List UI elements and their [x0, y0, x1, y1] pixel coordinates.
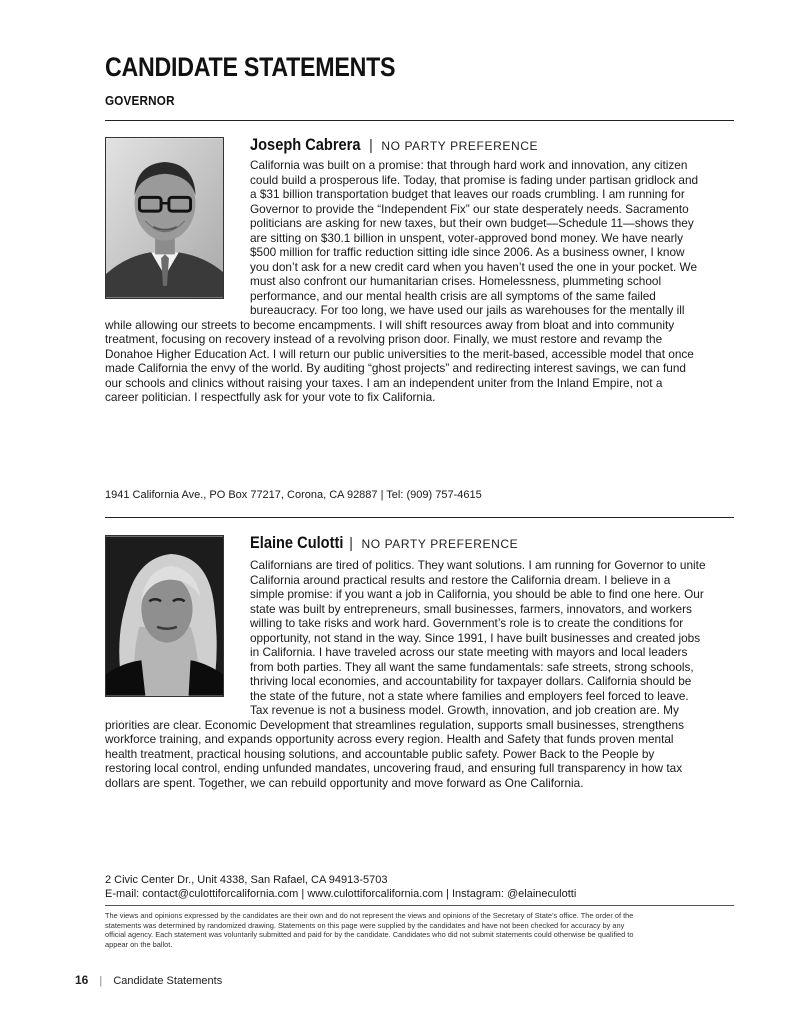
statement-line: from both parties. They all want the same fundamentals: safe streets, strong schools, — [250, 659, 694, 674]
disclaimer-line: The views and opinions expressed by the candidates are their own and do not represent the views and opinions of the Secretary of State’s office. The order of the — [105, 911, 634, 920]
statement-line: California around practical results and restore the California dream. I believe in a — [250, 572, 671, 587]
statement-line: Californians are tired of politics. They want solutions. I am running for Governor to unite — [250, 558, 706, 572]
portrait-woman-blonde-icon — [106, 536, 223, 696]
statement-line: Donahoe Higher Education Act. I will return our public universities to the merit-based, accessible model that once — [105, 346, 694, 361]
statement-line: the state of the future, not a state where families and employers feel forced to leave. — [250, 688, 689, 703]
candidate-divider — [105, 517, 734, 518]
statement-line: while allowing our streets to become encampments. I will shift resources away from bloat and into community — [105, 317, 675, 332]
statement-line: treatment, focusing on recovery instead of a revolving prison door. Finally, we must restore and revamp the — [105, 332, 663, 346]
contact-line: 2 Civic Center Dr., Unit 4338, San Rafael, CA 94913-5703 — [105, 874, 388, 886]
contact-line: 1941 California Ave., PO Box 77217, Corona, CA 92887 | Tel: (909) 757-4615 — [105, 489, 482, 501]
footer-separator: | — [99, 975, 103, 987]
statement-line: must also confront our humanitarian crises. Homelessness, plummeting school — [250, 274, 662, 288]
candidate-name: Joseph Cabrera — [250, 135, 361, 154]
candidate-photo-cabrera — [105, 137, 224, 299]
statement-line: in California. I have traveled across our state meeting with mayors and local leaders — [250, 645, 688, 659]
statement-line: are sitting on $30.1 billion in unspent, voter-approved bond money. We have nearly — [250, 230, 684, 245]
statement-line: state was built by entrepreneurs, small businesses, farmers, innovators, and workers — [250, 601, 692, 616]
contact-line: E-mail: contact@culottiforcalifornia.com | www.culottiforcalifornia.com | Instagram: @elaineculotti — [105, 888, 577, 900]
statement-line: opportunity, not stand in the way. Since 1991, I have built businesses and created jobs — [250, 630, 701, 645]
contact-culotti — [105, 873, 576, 901]
candidate-header-culotti — [250, 533, 518, 553]
statement-line: restoring local control, ending unfunded mandates, uncovering fraud, and ensuring full transparency in how tax — [105, 761, 683, 775]
disclaimer-divider — [105, 905, 734, 906]
disclaimer-line: appear on the ballot. — [105, 939, 173, 949]
statement-line: health treatment, practical housing solutions, and accountable public safety. Power Back to the People by — [105, 746, 655, 761]
page-number: 16 — [75, 973, 89, 987]
statement-line: priorities are clear. Economic Development that streamlines regulation, supports small businesses, strengthens — [105, 717, 684, 732]
statement-line: thriving local economies, and accountability for taxpayer dollars. California should be — [250, 674, 692, 688]
statement-line: made California the envy of the world. By auditing “ghost projects” and redirecting interest savings, we can fund — [105, 361, 686, 375]
page-title: CANDIDATE STATEMENTS — [105, 52, 396, 82]
disclaimer — [105, 911, 735, 949]
page-subtitle: GOVERNOR — [105, 93, 175, 108]
statement-cabrera-narrow — [250, 158, 698, 318]
candidate-photo-culotti — [105, 535, 224, 697]
disclaimer-line: statements was determined by randomized drawing. Statements on this page were supplied by the candidates and have not been checked for accuracy by any — [105, 920, 625, 930]
statement-line: career politician. I respectfully ask for your vote to fix California. — [105, 390, 436, 404]
statement-line: a $31 billion transportation budget that leaves our roads crumbling. I am running for — [250, 187, 685, 201]
statement-line: politicians are asking for new taxes, but their own budget—Schedule 11—shows they — [250, 216, 694, 230]
statement-line: willing to take risks and work hard. Government’s role is to create the conditions for — [250, 616, 684, 630]
statement-cabrera-wide — [105, 318, 694, 405]
statement-line: dollars are spent. Together, we can rebuild opportunity and move forward as One California. — [105, 775, 584, 790]
statement-line: California was built on a promise: that through hard work and innovation, any citizen — [250, 158, 688, 172]
statement-line: you don’t ask for a new credit card when you haven’t used the one in your pocket. We — [250, 259, 698, 274]
statement-line: could build a prosperous life. Today, that promise is fading under partisan gridlock and — [250, 172, 699, 187]
statement-line: bureaucracy. For too long, we have used our jails as warehouses for the mentally ill — [250, 303, 685, 317]
candidate-party: NO PARTY PREFERENCE — [381, 139, 539, 153]
statement-line: performance, and our mental health crisis are all symptoms of the same failed — [250, 288, 656, 303]
header-divider — [105, 120, 734, 121]
candidate-header-cabrera — [250, 135, 538, 155]
statement-culotti-wide — [105, 718, 684, 791]
portrait-man-glasses-icon — [106, 138, 223, 298]
candidate-name: Elaine Culotti — [250, 533, 344, 552]
footer-section: Candidate Statements — [113, 975, 223, 987]
page-footer — [75, 973, 222, 987]
statement-line: Governor to provide the “Independent Fix” our state desperately needs. Sacramento — [250, 201, 689, 216]
statement-line: simple promise: if you want a job in California, you should be able to find one here. Our — [250, 587, 704, 601]
name-separator: | — [349, 535, 353, 552]
statement-line: Tax revenue is not a business model. Growth, innovation, and job creation are. My — [250, 703, 679, 717]
name-separator: | — [368, 137, 373, 154]
contact-cabrera — [105, 488, 482, 502]
disclaimer-line: official agency. Each statement was voluntarily submitted and paid for by the candidate. Candidates who did not submit statements could otherwise be qualified to — [105, 930, 634, 939]
statement-line: workforce training, and expands opportunity across every region. Health and Safety that funds proven mental — [105, 732, 674, 746]
statement-line: our schools and clinics without raising your taxes. I am an independent uniter from the Inland Empire, not a — [105, 375, 663, 390]
candidate-party: NO PARTY PREFERENCE — [361, 537, 519, 551]
statement-line: $500 million for traffic reduction sitting idle since 2006. As a business owner, I know — [250, 245, 685, 259]
statement-culotti-narrow — [250, 558, 706, 718]
